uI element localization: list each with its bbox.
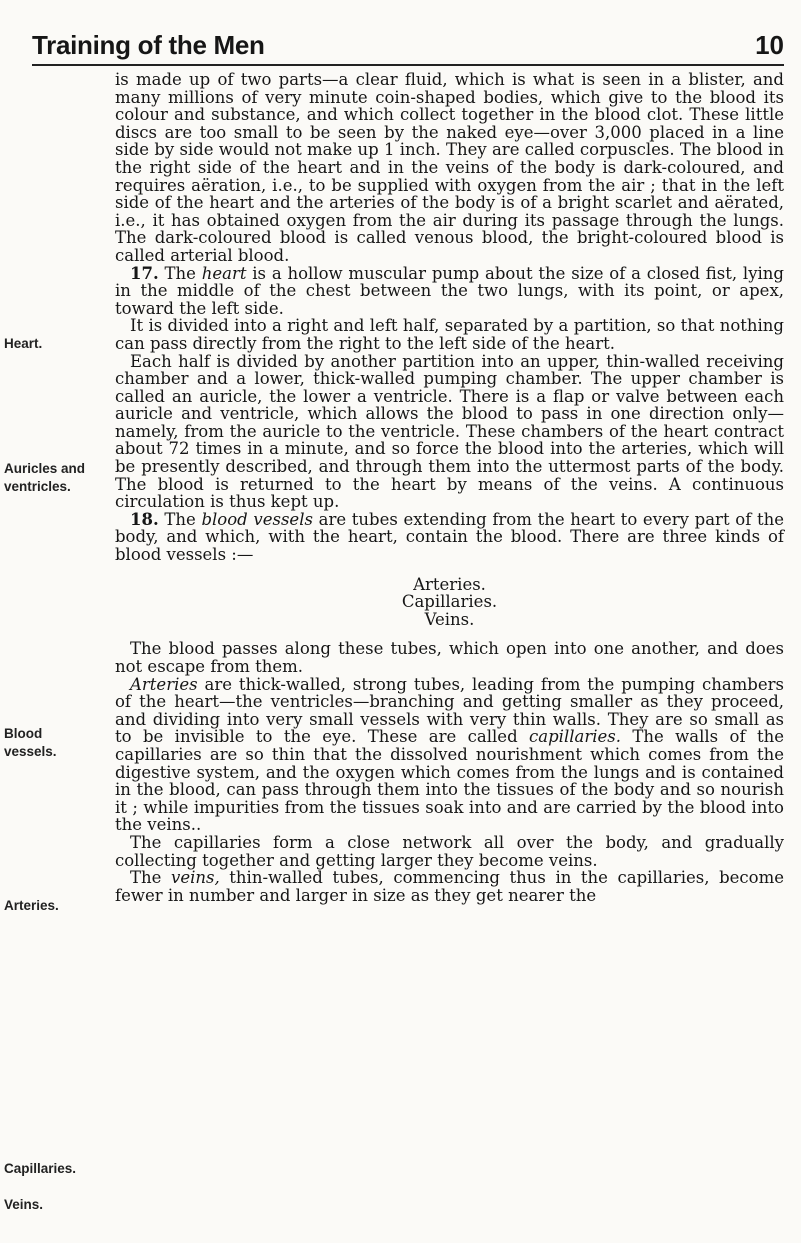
text-run: thin-walled tubes, commencing thus in the capillaries, become fewer in number and larger in size as they get nearer the (115, 868, 784, 905)
margin-note-blood-1: Blood (4, 726, 43, 741)
page-header (32, 30, 784, 70)
italic-term: Arteries (130, 674, 198, 694)
paragraph-arteries (115, 676, 784, 834)
italic-term: capillaries. (529, 727, 621, 747)
paragraph-blood-composition: is made up of two parts—a clear fluid, which is what is seen in a blister, and many millions of very minute coin-shaped bodies, which give to the blood its colour and substance, and which collect together in the blood clot. These little discs are too small to be seen by the naked eye—over 3,000 placed in a line side by side would not make up 1 inch. They are called corpuscles. The blood in the right side of the heart and in the veins of the body is dark-coloured, and requires aëration, i.e., to be supplied with oxygen from the air ; that in the left side of the heart and the arteries of the body is of a bright scarlet and aërated, i.e., it has obtained oxygen from the air during its passage through the lungs. The dark-coloured blood is called venous blood, the bright-coloured blood is called arterial blood. (115, 70, 784, 265)
paragraph-veins (115, 869, 784, 904)
list-item: Veins. (424, 609, 475, 629)
text-run: is a hollow muscular pump about the size of a closed fist, lying in the middle of the chest between the two lungs, with its point, or apex, toward the left side. (115, 263, 784, 318)
margin-note-arteries: Arteries. (4, 898, 59, 913)
text-run: The (158, 509, 202, 529)
text-run: are tubes extending from the heart to every part of the body, and which, with the heart, contain the blood. There are three kinds of blood vessels :— (115, 509, 784, 565)
margin-note-auricles-2: ventricles. (4, 479, 71, 494)
italic-term: veins, (171, 868, 220, 888)
margin-note-veins: Veins. (4, 1197, 44, 1212)
italic-term: blood vessels (201, 509, 313, 529)
text-run: The (130, 868, 171, 888)
margin-note-auricles-1: Auricles and (4, 461, 86, 476)
text-run: are thick-walled, strong tubes, leading from the pumping chambers of the heart—the ventricles—branching and getting smaller as they proceed, and dividing into very small vessels with very thin walls. They are so small as to be invisible to the eye. These are called (115, 674, 784, 747)
paragraph-circulation: The blood passes along these tubes, which open into one another, and does not escape from them. (115, 639, 784, 676)
paragraph-heart-division: It is divided into a right and left half, separated by a partition, so that nothing can pass directly from the right to the left side of the heart. (115, 316, 784, 353)
section-number: 18. (130, 509, 159, 529)
italic-term: heart (201, 263, 247, 283)
section-number: 17. (130, 263, 159, 283)
paragraph-auricles-ventricles: Each half is divided by another partition into an upper, thin-walled receiving chamber and a lower, thick-walled pumping chamber. The upper chamber is called an auricle, the lower a ventricle. There is a flap or valve between each auricle and ventricle, which allows the blood to pass in one direction only—namely, from the auricle to the ventricle. These chambers of the heart contract about 72 times in a minute, and so force the blood into the arteries, which will be presently described, and through them into the uttermost parts of the body. The blood is returned to the heart by means of the veins. A continuous circulation is thus kept up. (115, 351, 784, 512)
margin-note-heart: Heart. (4, 336, 43, 351)
paragraph-blood-vessels (115, 511, 784, 564)
paragraph-heart (115, 265, 784, 318)
margin-note-blood-2: vessels. (4, 744, 57, 759)
text-run: The walls of the capillaries are so thin that the dissolved nourishment which comes from the digestive system, and the oxygen which comes from the lungs and is contained in the blood, can pass through them into the tissues of the body and so nourish it ; while impurities from the tissues soak into and are carried by the blood into the veins.. (115, 727, 784, 835)
list-item: Arteries. (413, 574, 486, 594)
header-rule (32, 64, 784, 66)
list-item: Capillaries. (401, 592, 498, 612)
paragraph-capillaries: The capillaries form a close network all over the body, and gradually collecting together and getting larger they become veins. (115, 832, 784, 870)
running-title: Training of the Men (32, 30, 265, 60)
text-run: The (158, 263, 202, 283)
margin-note-capillaries: Capillaries. (4, 1161, 77, 1176)
body-text (115, 71, 784, 904)
vessel-list (115, 576, 784, 629)
page-number: 10 (755, 30, 784, 60)
